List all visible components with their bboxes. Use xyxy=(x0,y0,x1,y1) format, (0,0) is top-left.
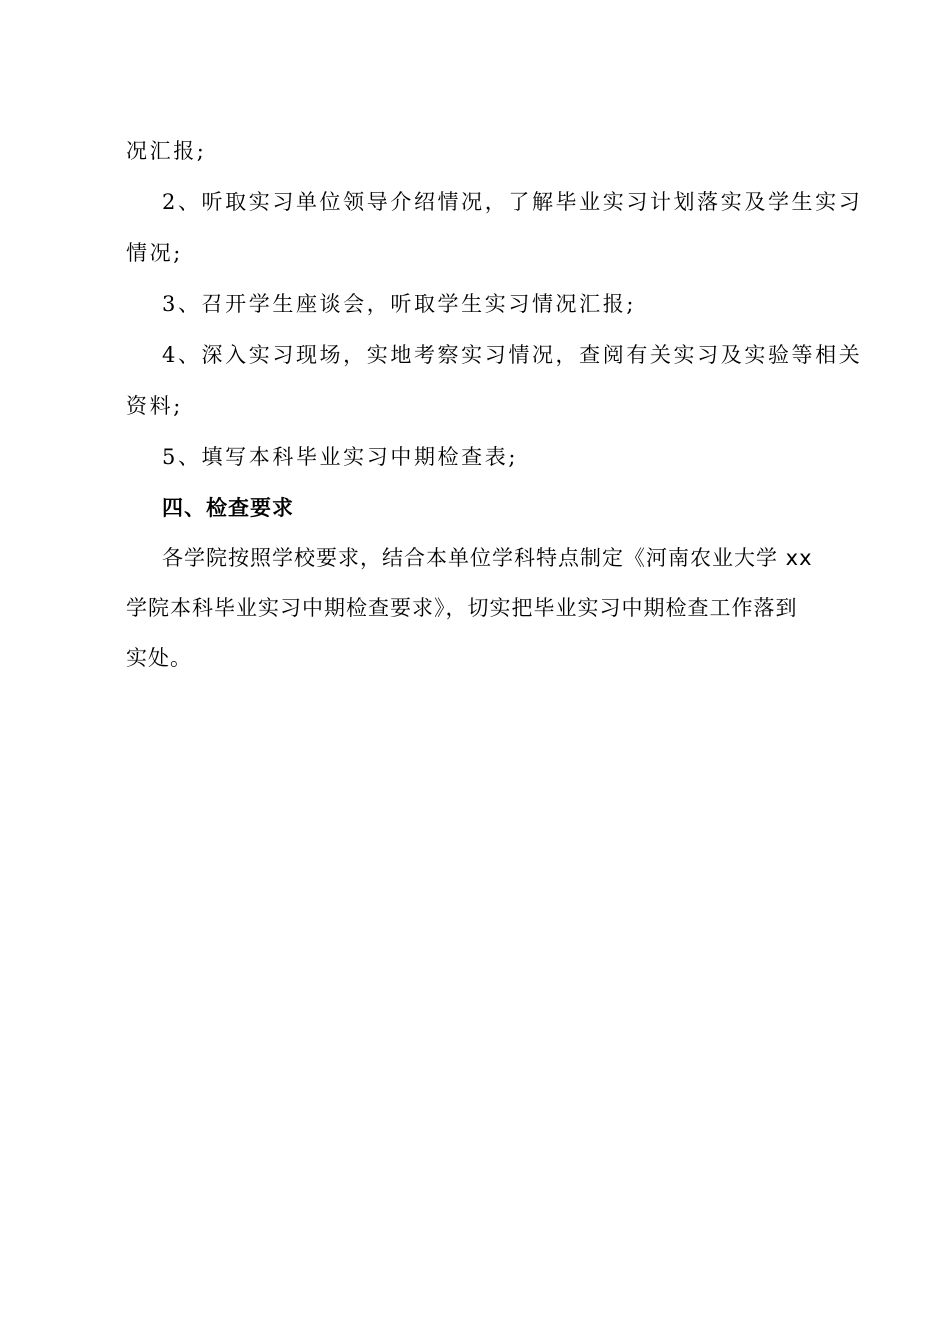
list-item-3: 3、召开学生座谈会，听取学生实习情况汇报; xyxy=(162,292,637,316)
document-body xyxy=(126,126,863,683)
section-heading: 四、检查要求 xyxy=(162,496,294,520)
paragraph-line: 况汇报; xyxy=(126,139,207,163)
section-paragraph-line: 学院本科毕业实习中期检查要求》，切实把毕业实习中期检查工作落到 xyxy=(126,596,798,620)
section-paragraph-line: 实处。 xyxy=(126,646,192,670)
section-paragraph-line: 各学院按照学校要求，结合本单位学科特点制定《河南农业大学 xx xyxy=(162,546,813,570)
list-item-5: 5、填写本科毕业实习中期检查表; xyxy=(162,445,519,469)
list-item-4: 4、深入实习现场，实地考察实习情况，查阅有关实习及实验等相关 xyxy=(162,343,863,367)
paragraph-line: 情况; xyxy=(126,241,183,265)
list-item-2: 2、听取实习单位领导介绍情况，了解毕业实习计划落实及学生实习 xyxy=(162,190,863,214)
paragraph-line: 资料; xyxy=(126,394,183,418)
